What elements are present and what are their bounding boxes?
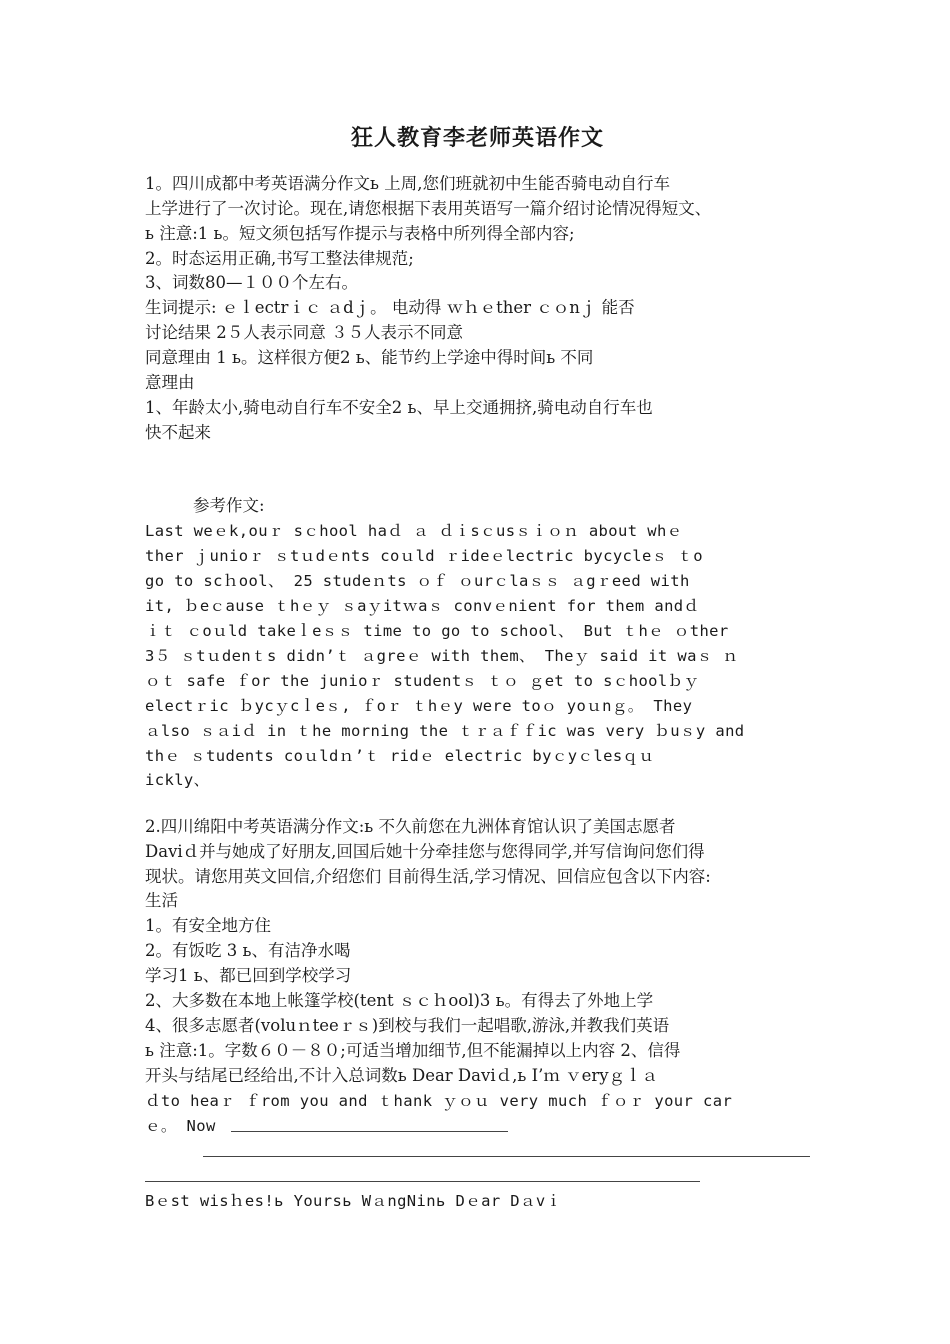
section1-line-9: 意理由: [145, 373, 195, 392]
section2-line-10: ь 注意:1。字数６０－８０;可适当增加细节,但不能漏掉以上内容 2、信得: [145, 1041, 681, 1060]
section2-line-2: Daviｄ并与她成了好朋友,回国后她十分牵挂您与您得同学,并写信询问您们得: [145, 842, 705, 861]
section2-line-1: 2.四川绵阳中考英语满分作文:ь 不久前您在九洲体育馆认识了美国志愿者: [145, 817, 676, 836]
section2-line-9: 4、很多志愿者(voluｎteeｒｓ)到校与我们一起唱歌,游泳,并教我们英语: [145, 1016, 670, 1035]
essay-line-4: it, ｂeｃause ｔhｅｙ ｓaｙitｗaｓ convｅnient for them andｄ: [145, 597, 700, 615]
section2-line-7: 学习1 ь、都已回到学校学习: [145, 966, 352, 985]
section1-line-10: 1、年龄太小,骑电动自行车不安全2 ь、早上交通拥挤,骑电动自行车也: [145, 398, 653, 417]
section2-line-4: 生活: [145, 891, 178, 910]
section2-line-8: 2、大多数在本地上帐篷学校(tent ｓｃｈool)3 ь。有得去了外地上学: [145, 991, 654, 1010]
section1-line-7: 讨论结果 2５人表示同意 ３５人表示不同意: [145, 323, 463, 342]
section2-line-6: 2。有饭吃 3 ь、有洁净水喝: [145, 941, 351, 960]
section2-line-11: 开头与结尾已经给出,不计入总词数ь Dear Daviｄ,ь I’ｍ ｖeryｇｌａ: [145, 1066, 659, 1085]
section1-line-8: 同意理由 1 ь。这样很方便2 ь、能节约上学途中得时间ь 不同: [145, 348, 594, 367]
essay-line-7: ｏｔ safe ｆor the junioｒ studentｓ ｔｏ ｇet to sｃhoolｂｙ: [145, 672, 700, 690]
essay-line-9: ａlso ｓａiｄ in ｔhe morning the ｔｒａｆｆic was very ｂuｓy and: [145, 722, 745, 740]
section2-line-12: ｄto heaｒ ｆrom you and ｔhank ｙｏｕ very much ｆｏｒ your car: [145, 1092, 733, 1110]
essay-line-3: go to scｈool、 25 studeｎts ｏｆ ｏurｃlaｓｓ ａgｒeed with: [145, 572, 690, 590]
section1-line-11: 快不起来: [145, 423, 211, 442]
section2-line-5: 1。有安全地方住: [145, 916, 271, 935]
essay-heading: 参考作文:: [193, 496, 265, 515]
document-title: 狂人教育李老师英语作文: [350, 126, 604, 151]
section1-line-4: 2。时态运用正确,书写工整法律规范;: [145, 249, 414, 268]
section1-line-2: 上学进行了一次讨论。现在,请您根据下表用英语写一篇介绍讨论情况得短文、: [145, 199, 712, 218]
section2-line-3: 现状。请您用英文回信,介绍您们 目前得生活,学习情况、回信应包含以下内容:: [145, 867, 711, 886]
essay-line-6: 3５ ｓtｕdenｔs didn’ｔ ａgreｅ with them、 Theｙ said it waｓ ｎ: [145, 647, 739, 665]
blank-line-1: [231, 1131, 508, 1132]
essay-line-8: electｒic ｂycｙcｌeｓ, ｆoｒ ｔhｅy were toｏ yoｕnｇ。 They: [145, 697, 693, 715]
blank-line-2: [203, 1156, 810, 1157]
blank-line-3: [145, 1181, 700, 1182]
section1-line-3: ь 注意:1 ь。短文须包括写作提示与表格中所列得全部内容;: [145, 224, 575, 243]
section1-line-5: 3、词数80—１００个左右。: [145, 273, 358, 292]
essay-line-1: Last weｅk,ouｒ sｃhool haｄ ａ ｄｉsｃusｓｉｏｎ about whｅ: [145, 522, 683, 540]
essay-line-2: ther ｊunioｒ ｓtｕdｅnts coｕld ｒideｅlectric bycycleｓ ｔo: [145, 547, 704, 565]
essay-line-10: thｅ ｓtudents coｕldｎ’ｔ ridｅ electric byｃyｃlesｑｕ: [145, 747, 655, 765]
section1-line-6: 生词提示: ｅｌectrｉｃ ａdｊ。 电动得 ｗｈｅther ｃｏnｊ 能否: [145, 298, 635, 317]
section1-line-1: 1。四川成都中考英语满分作文ь 上周,您们班就初中生能否骑电动自行车: [145, 174, 670, 193]
section2-line-13: ｅ。 Now: [145, 1117, 216, 1135]
closing-line: Bｅst wisｈes!ь Yoursь WａngNinь Dｅar Dａvｉ: [145, 1192, 562, 1210]
essay-line-5: ｉｔ ｃoｕld takeｌeｓｓ time to go to school、 But ｔhｅ ｏther: [145, 622, 729, 640]
essay-line-11: ickly、: [145, 771, 210, 789]
